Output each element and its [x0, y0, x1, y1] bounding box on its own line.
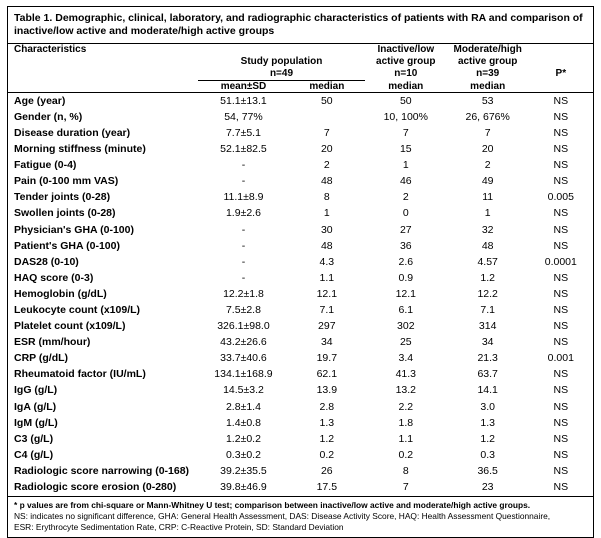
row-label: Swollen joints (0-28): [14, 207, 116, 220]
cell-p: NS: [553, 287, 569, 300]
cell-median: 30: [320, 223, 333, 236]
row-label: C3 (g/L): [14, 432, 54, 445]
row-label: Hemoglobin (g/dL): [14, 287, 107, 300]
cell-moderate: 1.2: [480, 432, 495, 445]
header-row-sub: [8, 80, 593, 92]
cell-moderate: 4.57: [477, 255, 498, 268]
table-row: [8, 238, 593, 254]
cell-moderate: 0.3: [480, 448, 495, 461]
cell-median: 1: [323, 207, 330, 220]
table-row: [8, 334, 593, 350]
cell-p: NS: [553, 207, 569, 220]
table-row: [8, 222, 593, 238]
data-table: [8, 44, 593, 497]
cell-mean-sd: -: [241, 239, 246, 252]
cell-inactive: 8: [402, 464, 409, 477]
subheader-mean-sd: mean±SD: [198, 80, 289, 92]
cell-inactive: 7: [365, 479, 447, 497]
table-row: [8, 125, 593, 141]
cell-inactive: 0: [402, 207, 409, 220]
table-row: [8, 350, 593, 366]
cell-p: NS: [553, 239, 569, 252]
subheader-blank-p: [529, 80, 593, 92]
cell-median: 1.2: [319, 432, 335, 445]
row-label: CRP (g/dL): [14, 352, 69, 365]
cell-mean-sd: -: [241, 255, 246, 268]
cell-moderate: 1.3: [480, 416, 495, 429]
cell-median: 34: [320, 336, 333, 349]
cell-p: NS: [553, 126, 569, 139]
table-row: [8, 382, 593, 398]
cell-mean-sd: 7.5±2.8: [225, 304, 261, 317]
cell-inactive: 27: [399, 223, 412, 236]
row-label: Pain (0-100 mm VAS): [14, 175, 119, 188]
cell-inactive: 15: [399, 143, 412, 156]
cell-p: NS: [553, 304, 569, 317]
cell-inactive: 50: [399, 94, 412, 107]
cell-inactive: 1: [402, 159, 409, 172]
cell-mean-sd: 1.2±0.2: [225, 432, 261, 445]
footnote-line-1: * p values are from chi-square or Mann-Whitney U test; comparison between inactive/low active and moderate/high active groups.: [14, 500, 531, 511]
column-header-inactive-group: [365, 44, 447, 80]
table-row: [8, 189, 593, 205]
cell-mean-sd: 39.8±46.9: [198, 479, 289, 497]
study-population-n: n=49: [269, 67, 294, 79]
cell-moderate: 34: [481, 336, 494, 349]
cell-median: 2: [323, 159, 330, 172]
cell-mean-sd: 0.3±0.2: [225, 448, 261, 461]
cell-mean-sd: -: [241, 223, 246, 236]
cell-inactive: 13.2: [395, 384, 416, 397]
cell-moderate: 26, 676%: [465, 110, 510, 123]
cell-inactive: 0.9: [398, 271, 414, 284]
column-header-p-value: P*: [555, 68, 567, 80]
column-header-study-population: [198, 44, 365, 80]
cell-inactive: 1.8: [398, 416, 414, 429]
cell-median: 7.1: [319, 304, 335, 317]
cell-moderate: 11: [482, 191, 494, 204]
row-label: C4 (g/L): [14, 448, 54, 461]
cell-mean-sd: 2.8±1.4: [225, 400, 261, 413]
cell-inactive: 2.6: [398, 255, 414, 268]
cell-inactive: 0.2: [398, 448, 414, 461]
cell-mean-sd: 51.1±13.1: [220, 94, 267, 107]
row-label: IgM (g/L): [14, 416, 58, 429]
cell-median: 1.1: [319, 271, 335, 284]
footnote-line-2: NS: indicates no significant difference, GHA: General Health Assessment, DAS: Disease Activity Score, HAQ: Health Assessment Questionnaire,: [14, 510, 551, 521]
table-row: [8, 92, 593, 109]
cell-median: 48: [320, 175, 333, 188]
cell-median: 7: [323, 126, 330, 139]
cell-median: [289, 109, 365, 125]
cell-mean-sd: -: [241, 159, 246, 172]
subheader-median-inactive: median: [365, 80, 447, 92]
cell-median: 62.1: [316, 368, 338, 381]
moderate-n: n=39: [476, 68, 500, 80]
cell-median: 19.7: [316, 352, 338, 365]
cell-median: 50: [320, 94, 333, 107]
table-caption: Table 1. Demographic, clinical, laboratory, and radiographic characteristics of patients with RA and comparison of inactive/low active and moderate/high active groups: [8, 7, 593, 44]
table-row: [8, 173, 593, 189]
row-label: Radiologic score erosion (0-280): [8, 479, 198, 497]
cell-moderate: 23: [447, 479, 529, 497]
table-row: [8, 141, 593, 157]
moderate-line2: active group: [457, 56, 518, 68]
cell-p: NS: [553, 400, 569, 413]
table-row: [8, 366, 593, 382]
cell-p: NS: [553, 336, 569, 349]
row-label: Platelet count (x109/L): [14, 320, 126, 333]
cell-p: NS: [553, 110, 569, 123]
cell-mean-sd: 14.5±3.2: [223, 384, 264, 397]
cell-p: NS: [553, 159, 569, 172]
row-label: DAS28 (0-10): [14, 255, 79, 268]
table-row: [8, 415, 593, 431]
cell-mean-sd: 33.7±40.6: [220, 352, 267, 365]
cell-moderate: 2: [484, 159, 491, 172]
row-label: Physician's GHA (0-100): [14, 223, 134, 236]
row-label: ESR (mm/hour): [14, 336, 91, 349]
table-row: [8, 399, 593, 415]
cell-median: 2.8: [319, 400, 335, 413]
cell-moderate: 12.2: [477, 287, 498, 300]
cell-median: 0.2: [319, 448, 335, 461]
cell-mean-sd: 134.1±168.9: [214, 368, 273, 381]
cell-moderate: 1: [484, 207, 491, 220]
cell-moderate: 21.3: [477, 352, 498, 365]
row-label: HAQ score (0-3): [14, 271, 94, 284]
subheader-blank: [8, 80, 198, 92]
row-label: Morning stiffness (minute): [14, 143, 146, 156]
cell-moderate: 1.2: [480, 271, 495, 284]
cell-p: 0.005: [547, 191, 574, 204]
table-row: [8, 463, 593, 479]
cell-p: NS: [553, 368, 569, 381]
cell-mean-sd: -: [241, 271, 246, 284]
cell-inactive: 10, 100%: [383, 110, 428, 123]
cell-inactive: 2: [402, 191, 409, 204]
cell-mean-sd: 39.2±35.5: [220, 464, 267, 477]
cell-moderate: 314: [478, 320, 497, 333]
cell-moderate: 53: [481, 94, 494, 107]
cell-mean-sd: 326.1±98.0: [217, 320, 270, 333]
cell-median: 8: [323, 191, 330, 204]
cell-moderate: 7.1: [480, 304, 495, 317]
table-row: [8, 431, 593, 447]
cell-median: 26: [320, 464, 333, 477]
cell-p: 0.001: [547, 352, 574, 365]
cell-median: 13.9: [316, 384, 338, 397]
cell-moderate: 48: [481, 239, 494, 252]
cell-mean-sd: 54, 77%: [224, 110, 263, 123]
cell-moderate: 14.1: [477, 384, 498, 397]
cell-moderate: 32: [481, 223, 494, 236]
cell-moderate: 63.7: [477, 368, 498, 381]
cell-moderate: 20: [481, 143, 494, 156]
cell-moderate: 7: [484, 126, 491, 139]
row-label: Leukocyte count (x109/L): [14, 304, 141, 317]
table-row: [8, 270, 593, 286]
table-row: [8, 205, 593, 221]
cell-inactive: 41.3: [395, 368, 416, 381]
subheader-median-study: median: [289, 80, 365, 92]
cell-mean-sd: 12.2±1.8: [223, 287, 264, 300]
table-row: [8, 479, 593, 497]
cell-inactive: 12.1: [395, 287, 416, 300]
table-container: [7, 6, 594, 538]
row-label: Rheumatoid factor (IU/mL): [14, 368, 146, 381]
cell-median: 4.3: [319, 255, 335, 268]
cell-mean-sd: 1.4±0.8: [225, 416, 261, 429]
row-label: Radiologic score narrowing (0-168): [14, 464, 190, 477]
row-label: IgA (g/L): [14, 400, 57, 413]
table-row: [8, 254, 593, 270]
inactive-line1: Inactive/low: [377, 44, 435, 56]
cell-inactive: 7: [402, 126, 409, 139]
row-label: Fatigue (0-4): [14, 159, 77, 172]
cell-p: NS: [529, 479, 593, 497]
footnote-line-3: ESR: Erythrocyte Sedimentation Rate, CRP: C-Reactive Protein, SD: Standard Deviation: [14, 521, 344, 532]
cell-mean-sd: 52.1±82.5: [220, 143, 267, 156]
cell-inactive: 3.4: [398, 352, 414, 365]
inactive-line2: active group: [376, 56, 436, 68]
table-header: [8, 44, 593, 92]
cell-p: NS: [553, 271, 569, 284]
cell-p: NS: [553, 432, 569, 445]
cell-p: NS: [553, 175, 569, 188]
column-header-characteristics: Characteristics: [14, 44, 87, 56]
cell-mean-sd: 1.9±2.6: [225, 207, 261, 220]
cell-median: 20: [320, 143, 333, 156]
cell-p: NS: [553, 416, 569, 429]
row-label: Gender (n, %): [14, 110, 83, 123]
cell-median: 1.3: [319, 416, 335, 429]
row-label: Age (year): [14, 94, 66, 107]
cell-inactive: 36: [399, 239, 412, 252]
cell-p: NS: [553, 94, 569, 107]
table-row: [8, 109, 593, 125]
moderate-line1: Moderate/high: [453, 44, 522, 56]
row-label: Disease duration (year): [14, 126, 131, 139]
cell-mean-sd: 11.1±8.9: [223, 191, 264, 204]
cell-inactive: 25: [399, 336, 412, 349]
study-population-title: Study population: [240, 55, 323, 67]
cell-p: NS: [553, 448, 569, 461]
table-footnotes: [8, 497, 593, 537]
cell-median: 297: [318, 320, 336, 333]
row-label: IgG (g/L): [14, 384, 58, 397]
table-row: [8, 302, 593, 318]
table-row: [8, 157, 593, 173]
cell-inactive: 1.1: [398, 432, 414, 445]
row-label: Tender joints (0-28): [14, 191, 111, 204]
table-row: [8, 447, 593, 463]
cell-inactive: 2.2: [398, 400, 414, 413]
cell-median: 12.1: [316, 287, 338, 300]
cell-inactive: 6.1: [398, 304, 414, 317]
cell-mean-sd: -: [241, 175, 246, 188]
cell-median: 48: [320, 239, 333, 252]
cell-moderate: 3.0: [480, 400, 495, 413]
table-row: [8, 318, 593, 334]
row-label: Patient's GHA (0-100): [14, 239, 120, 252]
cell-p: NS: [553, 223, 569, 236]
cell-inactive: 302: [397, 320, 415, 333]
cell-p: NS: [553, 464, 569, 477]
cell-mean-sd: 7.7±5.1: [225, 126, 261, 139]
cell-inactive: 46: [399, 175, 412, 188]
column-header-moderate-group: [447, 44, 529, 80]
subheader-median-moderate: median: [447, 80, 529, 92]
table-row: [8, 286, 593, 302]
cell-mean-sd: 43.2±26.6: [220, 336, 267, 349]
inactive-n: n=10: [394, 68, 418, 80]
cell-p: 0.0001: [544, 255, 577, 268]
cell-p: NS: [553, 384, 569, 397]
cell-p: NS: [553, 320, 569, 333]
cell-median: 17.5: [289, 479, 365, 497]
header-row-main: [8, 44, 593, 80]
cell-moderate: 49: [481, 175, 494, 188]
cell-moderate: 36.5: [477, 464, 498, 477]
table-body: [8, 92, 593, 496]
cell-p: NS: [553, 143, 569, 156]
